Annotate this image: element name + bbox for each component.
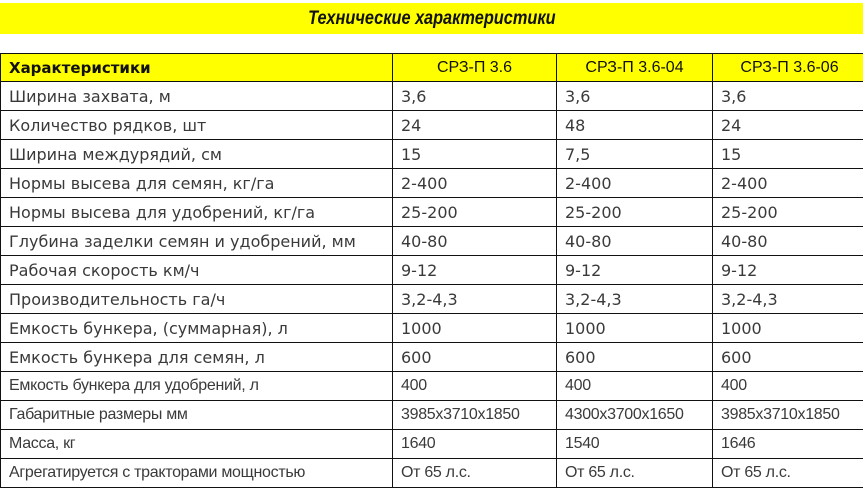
cell-value: 3,6 [713, 82, 863, 111]
cell-value: 1540 [557, 430, 713, 459]
table-row [1, 82, 863, 111]
table-row [1, 372, 863, 401]
cell-value: 3,2-4,3 [393, 285, 557, 314]
cell-value: 1646 [713, 430, 863, 459]
cell-value: 600 [557, 343, 713, 372]
cell-value: 7,5 [557, 140, 713, 169]
cell-value: 40-80 [557, 227, 713, 256]
table-row [1, 140, 863, 169]
table-row [1, 285, 863, 314]
header-model-1: СРЗ-П 3.6 [393, 54, 557, 82]
cell-value: От 65 л.с. [557, 459, 713, 488]
cell-value: 3985x3710x1850 [393, 401, 557, 430]
cell-value: 25-200 [557, 198, 713, 227]
row-label: Рабочая скорость км/ч [1, 256, 393, 285]
table-row [1, 198, 863, 227]
row-label: Емкость бункера, (суммарная), л [1, 314, 393, 343]
cell-value: 3,2-4,3 [713, 285, 863, 314]
cell-value: 48 [557, 111, 713, 140]
row-label: Глубина заделки семян и удобрений, мм [1, 227, 393, 256]
row-label: Производительность га/ч [1, 285, 393, 314]
row-label: Количество рядков, шт [1, 111, 393, 140]
cell-value: От 65 л.с. [713, 459, 863, 488]
table-row [1, 430, 863, 459]
page-title: Технические характеристики [307, 7, 556, 29]
cell-value: 15 [713, 140, 863, 169]
cell-value: 600 [713, 343, 863, 372]
cell-value: 400 [393, 372, 557, 401]
row-label: Емкость бункера для удобрений, л [1, 372, 393, 401]
table-row [1, 314, 863, 343]
table-row [1, 169, 863, 198]
cell-value: 9-12 [557, 256, 713, 285]
cell-value: 2-400 [393, 169, 557, 198]
row-label: Емкость бункера для семян, л [1, 343, 393, 372]
cell-value: 3,2-4,3 [557, 285, 713, 314]
title-banner [0, 3, 863, 34]
cell-value: 25-200 [713, 198, 863, 227]
row-label: Масса, кг [1, 430, 393, 459]
row-label: Ширина междурядий, см [1, 140, 393, 169]
header-model-2: СРЗ-П 3.6-04 [557, 54, 713, 82]
cell-value: От 65 л.с. [393, 459, 557, 488]
row-label: Нормы высева для семян, кг/га [1, 169, 393, 198]
cell-value: 1000 [393, 314, 557, 343]
cell-value: 24 [393, 111, 557, 140]
cell-value: 1640 [393, 430, 557, 459]
cell-value: 1000 [713, 314, 863, 343]
table-row [1, 459, 863, 488]
table-row [1, 343, 863, 372]
specifications-table [0, 53, 863, 488]
row-label: Нормы высева для удобрений, кг/га [1, 198, 393, 227]
table-row [1, 111, 863, 140]
cell-value: 3,6 [557, 82, 713, 111]
cell-value: 600 [393, 343, 557, 372]
cell-value: 400 [557, 372, 713, 401]
cell-value: 9-12 [713, 256, 863, 285]
cell-value: 15 [393, 140, 557, 169]
table-row [1, 256, 863, 285]
cell-value: 2-400 [713, 169, 863, 198]
header-characteristics: Характеристики [1, 54, 393, 82]
row-label: Ширина захвата, м [1, 82, 393, 111]
cell-value: 400 [713, 372, 863, 401]
cell-value: 9-12 [393, 256, 557, 285]
cell-value: 40-80 [393, 227, 557, 256]
cell-value: 3985x3710x1850 [713, 401, 863, 430]
cell-value: 2-400 [557, 169, 713, 198]
cell-value: 1000 [557, 314, 713, 343]
cell-value: 24 [713, 111, 863, 140]
cell-value: 3,6 [393, 82, 557, 111]
row-label: Агрегатируется с тракторами мощностью [1, 459, 393, 488]
row-label: Габаритные размеры мм [1, 401, 393, 430]
table-row [1, 401, 863, 430]
cell-value: 4300x3700x1650 [557, 401, 713, 430]
cell-value: 25-200 [393, 198, 557, 227]
header-model-3: СРЗ-П 3.6-06 [713, 54, 863, 82]
table-header-row [1, 54, 863, 82]
cell-value: 40-80 [713, 227, 863, 256]
table-row [1, 227, 863, 256]
